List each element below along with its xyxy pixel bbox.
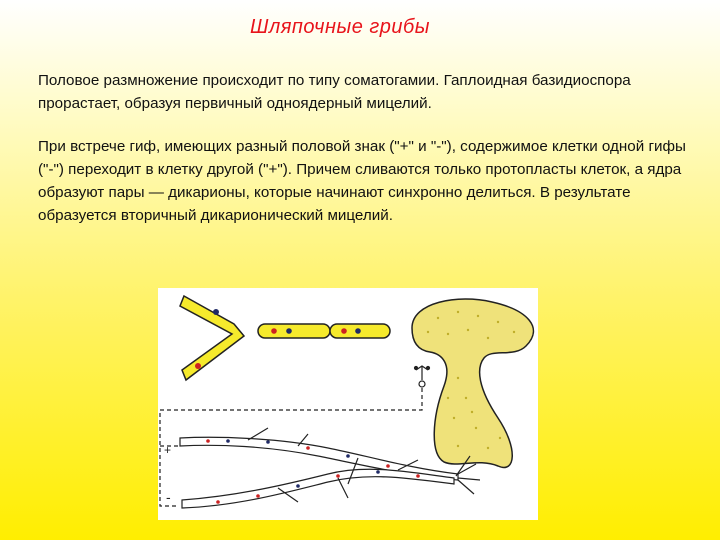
fusing-hyphae — [180, 296, 244, 380]
mushroom-life-cycle-figure — [158, 288, 538, 520]
dikaryon-cells — [258, 324, 390, 338]
plus-label: + — [164, 443, 172, 457]
minus-label: - — [166, 489, 171, 505]
basidium-icon — [415, 366, 430, 387]
paragraph-primary-mycelium: Половое размножение происходит по типу соматогамии. Гаплоидная базидиоспора прорастает, образуя первичный одноядерный мицелий. — [38, 72, 631, 112]
slide-title: Шляпочные грибы — [250, 16, 430, 38]
mushroom-fruiting-body — [412, 299, 533, 467]
paragraph-dikaryon: При встрече гиф, имеющих разный половой знак ("+" и "-"), содержимое клетки одной гифы ("-") переходит в клетку другой ("+"). Причем сливаются только протопласты клеток, а ядра образуют пары — дикарионы, которые начинают синхронно делиться. В результате образуется вторичный дикарионический мицелий. — [38, 138, 686, 224]
